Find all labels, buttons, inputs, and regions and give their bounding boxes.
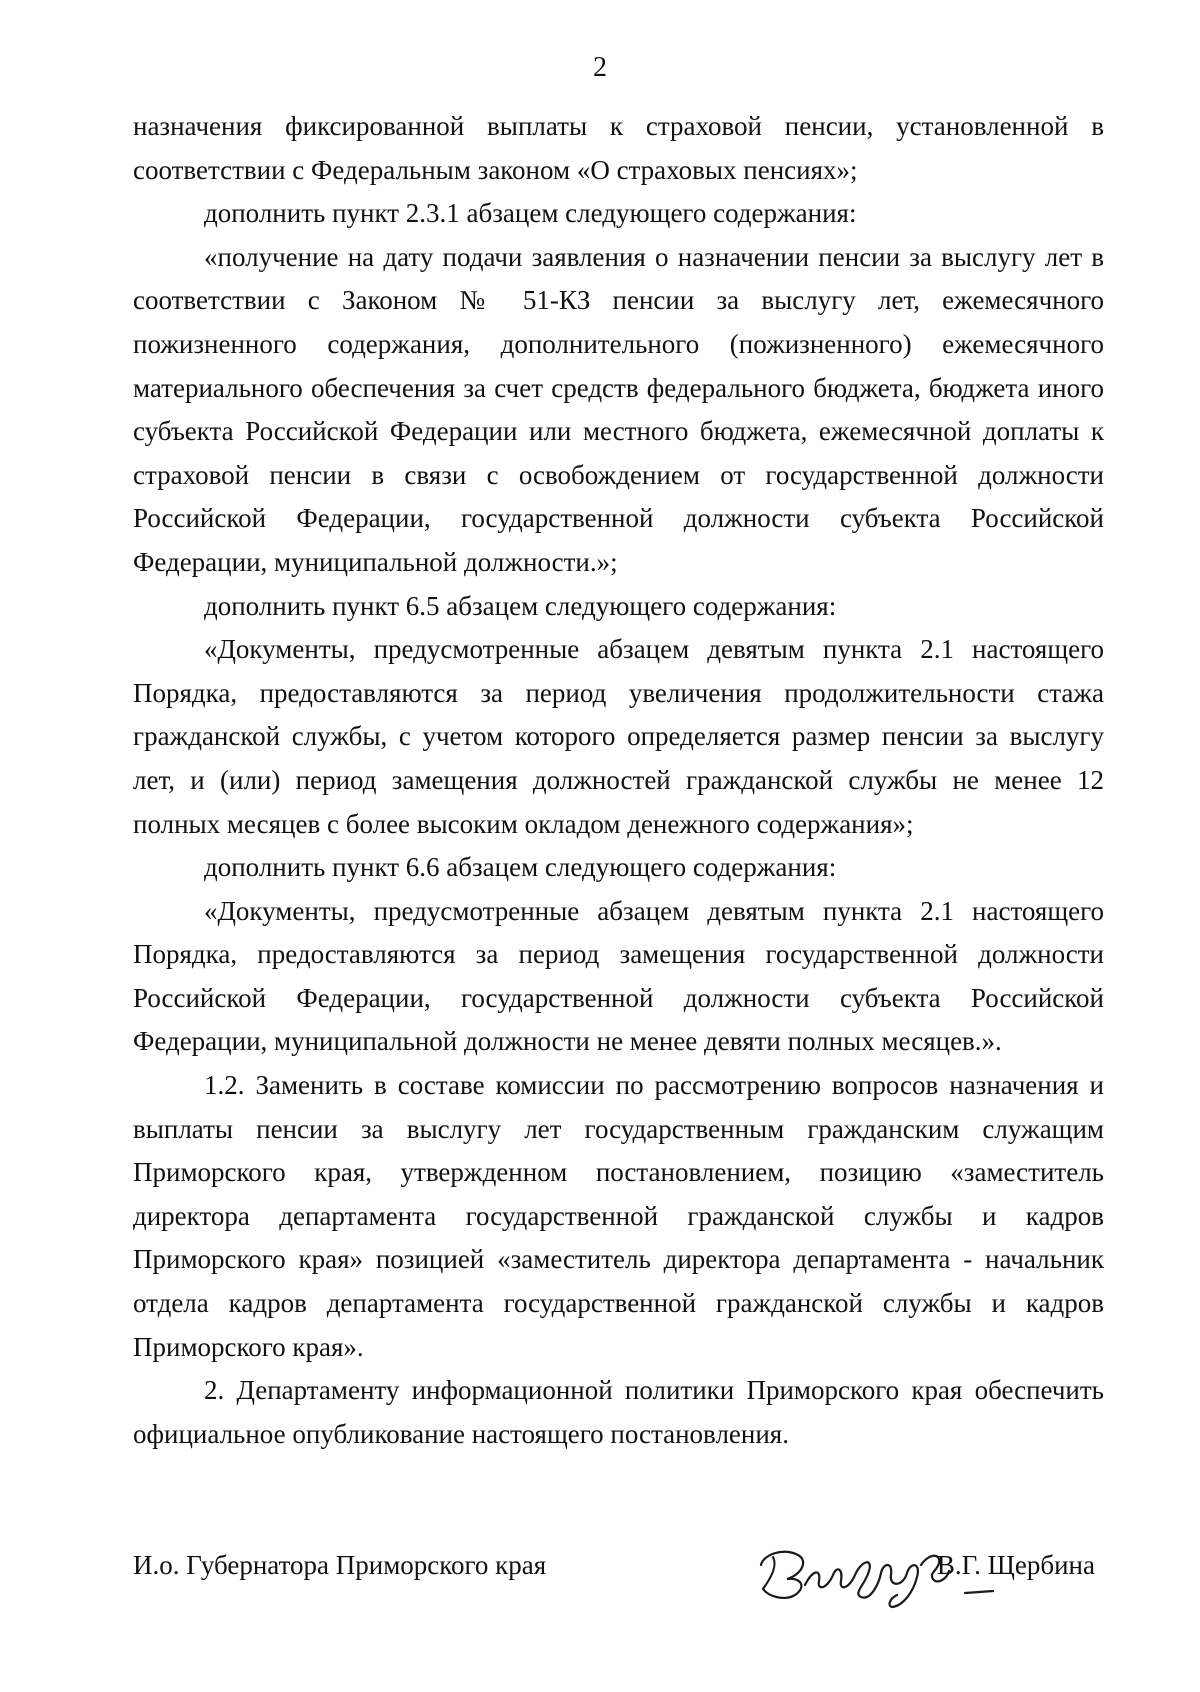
paragraph-amend-6-5: дополнить пункт 6.5 абзацем следующего содержания: bbox=[204, 590, 837, 621]
paragraph-quote-6-5: «Документы, предусмотренные абзацем девятым пункта 2.1 настоящего Порядка, предоставляются за период увеличения продолжительности стажа гражданской службы, с учетом которого определяется размер пенсии за выслугу лет, и (или) период замещения должностей гражданской службы не менее 12 полных месяцев с более высоким окладом денежного содержания»; bbox=[133, 634, 1104, 839]
signatory-title: И.о. Губернатора Приморского края bbox=[133, 1550, 547, 1580]
document-body bbox=[133, 105, 1104, 1456]
paragraph-item-1-2: 1.2. Заменить в составе комиссии по рассмотрению вопросов назначения и выплаты пенсии за выслугу лет государственным гражданским служащим Приморского края, утвержденном постановлением, позицию «заместитель директора департамента государственной гражданской службы и кадров Приморского края» позицией «заместитель директора департамента - начальник отдела кадров департамента государственной гражданской службы и кадров Приморского края». bbox=[133, 1070, 1104, 1362]
signatory-name: В.Г. Щербина bbox=[936, 1550, 1095, 1580]
paragraph-quote-2-3-1: «получение на дату подачи заявления о назначении пенсии за выслугу лет в соответствии с Законом № 51-КЗ пенсии за выслугу лет, ежемесячного пожизненного содержания, дополнительного (пожизненного) ежемесячного материального обеспечения за счет средств федерального бюджета, бюджета иного субъекта Российской Федерации или местного бюджета, ежемесячной доплаты к страховой пенсии в связи с освобождением от государственной должности Российской Федерации, государственной должности субъекта Российской Федерации, муниципальной должности.»; bbox=[133, 241, 1104, 577]
paragraph-item-2: 2. Департаменту информационной политики Приморского края обеспечить официальное опубликование настоящего постановления. bbox=[133, 1375, 1104, 1449]
paragraph-continuation: назначения фиксированной выплаты к страховой пенсии, установленной в соответствии с Федеральным законом «О страховых пенсиях»; bbox=[133, 111, 1104, 185]
paragraph-amend-2-3-1: дополнить пункт 2.3.1 абзацем следующего содержания: bbox=[204, 198, 857, 229]
page-number: 2 bbox=[593, 52, 607, 83]
paragraph-amend-6-6: дополнить пункт 6.6 абзацем следующего содержания: bbox=[204, 852, 837, 883]
signature-block bbox=[133, 1535, 1095, 1615]
paragraph-quote-6-6: «Документы, предусмотренные абзацем девятым пункта 2.1 настоящего Порядка, предоставляются за период замещения государственной должности Российской Федерации, государственной должности субъекта Российской Федерации, муниципальной должности не менее девяти полных месяцев.». bbox=[133, 895, 1104, 1057]
